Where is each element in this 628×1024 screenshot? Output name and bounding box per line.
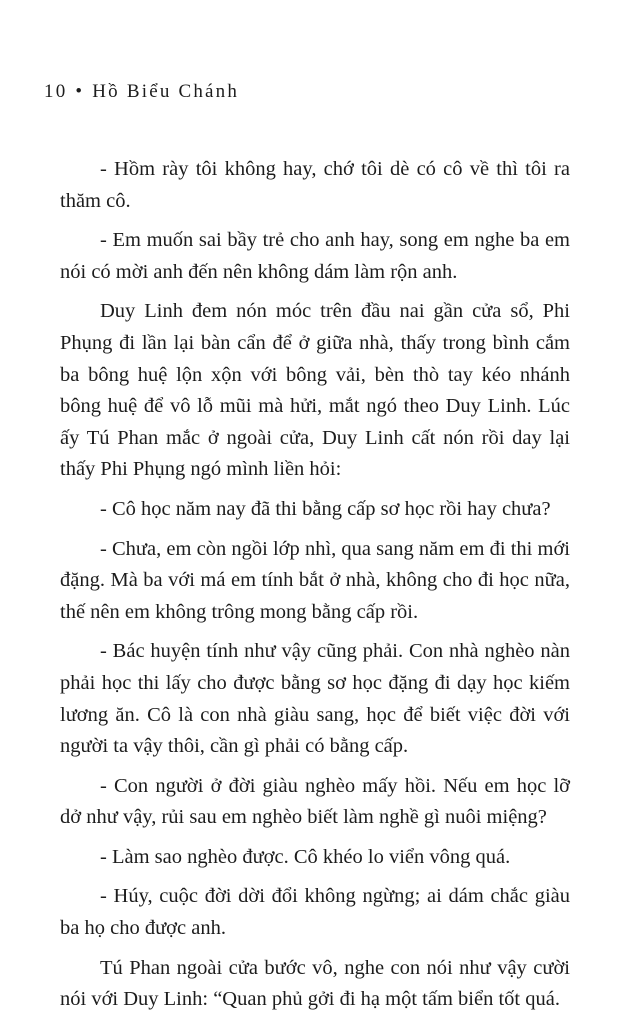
running-header — [44, 80, 239, 104]
book-author: Hồ Biểu Chánh — [92, 81, 240, 102]
paragraph: - Bác huyện tính như vậy cũng phải. Con nhà nghèo nàn phải học thi lấy cho được bằng sơ học đặng đi dạy học kiếm lương ăn. Cô là con nhà giàu sang, học để biết việc đời với người ta vậy thôi, cần gì phải có bằng cấp. — [60, 640, 570, 758]
header-separator: • — [75, 81, 85, 102]
page-number: 10 — [44, 81, 68, 102]
paragraph: - Con người ở đời giàu nghèo mấy hồi. Nếu em học lỡ dở như vậy, rủi sau em nghèo biết làm nghề gì nuôi miệng? — [60, 774, 570, 829]
paragraph: Duy Linh đem nón móc trên đầu nai gần cửa sổ, Phi Phụng đi lần lại bàn cẩn để ở giữa nhà, thấy trong bình cắm ba bông huệ lộn xộn với bông vải, bèn thò tay kéo nhánh bông huệ để vô lỗ mũi mà hửi, mắt ngó theo Duy Linh. Lúc ấy Tú Phan mắc ở ngoài cửa, Duy Linh cất nón rồi day lại thấy Phi Phụng ngó mình liền hỏi: — [60, 300, 570, 481]
paragraph: - Cô học năm nay đã thi bằng cấp sơ học rồi hay chưa? — [100, 497, 551, 520]
paragraph: - Húy, cuộc đời dời đổi không ngừng; ai dám chắc giàu ba họ cho được anh. — [60, 885, 570, 940]
paragraph: - Chưa, em còn ngồi lớp nhì, qua sang năm em đi thi mới đặng. Mà ba với má em tính bắt ở nhà, không cho đi học nữa, thế nên em không trông mong bằng cấp rồi. — [60, 537, 570, 623]
paragraph: - Hồm rày tôi không hay, chớ tôi dè có cô về thì tôi ra thăm cô. — [60, 158, 570, 212]
paragraph: - Làm sao nghèo được. Cô khéo lo viển vông quá. — [100, 845, 511, 868]
body-text — [60, 154, 570, 1024]
paragraph: Tú Phan ngoài cửa bước vô, nghe con nói như vậy cười nói với Duy Linh: “Quan phủ gởi đi hạ một tấm biển tốt quá. — [60, 956, 570, 1011]
paragraph: - Em muốn sai bầy trẻ cho anh hay, song em nghe ba em nói có mời anh đến nên không dám làm rộn anh. — [60, 229, 570, 283]
